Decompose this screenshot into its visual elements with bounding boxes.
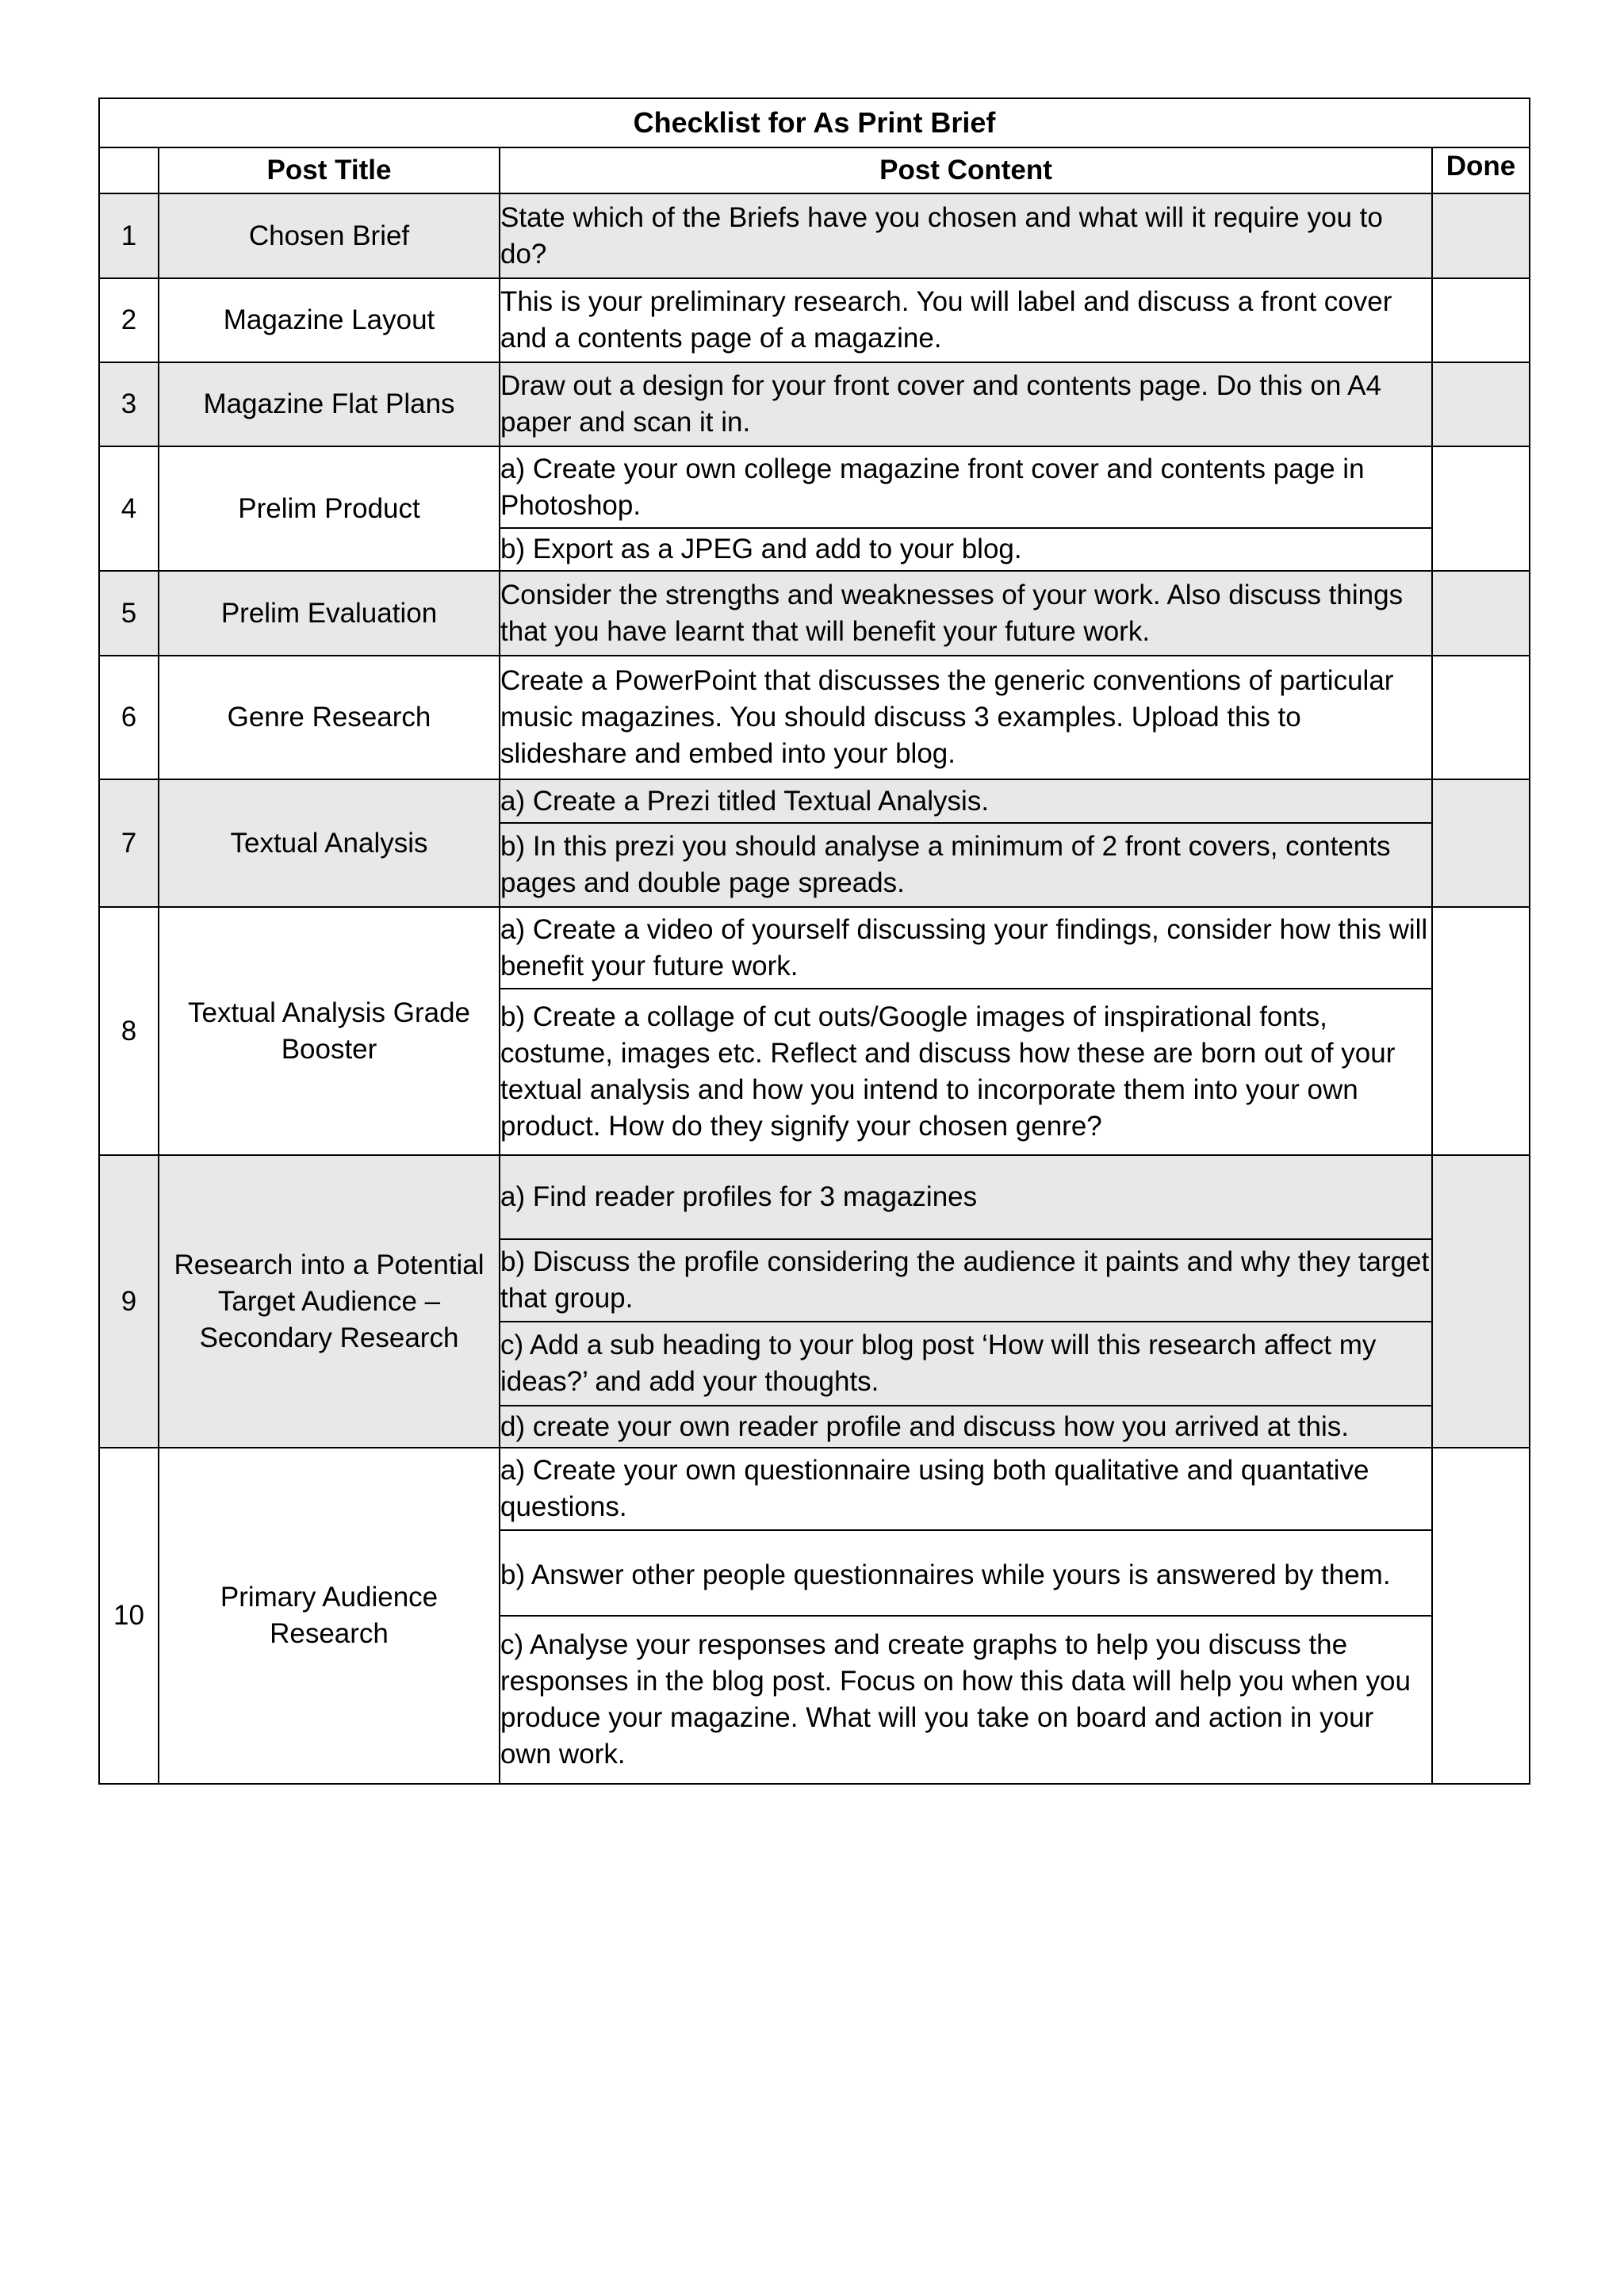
table-row [99,446,1530,528]
row-title: Primary Audience Research [159,1448,500,1784]
row-number: 7 [99,779,159,907]
table-row [99,278,1530,362]
row-content: b) Answer other people questionnaires while yours is answered by them. [500,1530,1432,1616]
done-cell[interactable] [1432,446,1530,571]
row-number: 9 [99,1155,159,1448]
row-content: Consider the strengths and weaknesses of your work. Also discuss things that you have learnt that will benefit your future work. [500,571,1432,656]
header-post-title: Post Title [159,147,500,193]
table-header-row [99,147,1530,193]
row-content: Draw out a design for your front cover and contents page. Do this on A4 paper and scan it in. [500,362,1432,446]
row-content: c) Analyse your responses and create graphs to help you discuss the responses in the blog post. Focus on how this data will help you when you produce your magazine. What will you take on board and action in your own work. [500,1616,1432,1784]
table-row [99,193,1530,278]
done-cell[interactable] [1432,278,1530,362]
row-title: Chosen Brief [159,193,500,278]
row-content: c) Add a sub heading to your blog post ‘How will this research affect my ideas?’ and add your thoughts. [500,1322,1432,1406]
table-row [99,656,1530,779]
row-content: b) In this prezi you should analyse a minimum of 2 front covers, contents pages and double page spreads. [500,823,1432,907]
row-content: a) Find reader profiles for 3 magazines [500,1155,1432,1239]
table-row [99,779,1530,823]
row-title: Research into a Potential Target Audience – Secondary Research [159,1155,500,1448]
header-done: Done [1432,147,1530,193]
done-cell[interactable] [1432,193,1530,278]
row-content: b) Export as a JPEG and add to your blog. [500,528,1432,571]
row-content: State which of the Briefs have you chosen and what will it require you to do? [500,193,1432,278]
row-content: b) Discuss the profile considering the audience it paints and why they target that group. [500,1239,1432,1322]
row-number: 6 [99,656,159,779]
row-number: 1 [99,193,159,278]
table-row [99,1155,1530,1239]
row-number: 10 [99,1448,159,1784]
header-post-content: Post Content [500,147,1432,193]
row-title: Prelim Evaluation [159,571,500,656]
table-row [99,571,1530,656]
row-number: 3 [99,362,159,446]
done-cell[interactable] [1432,362,1530,446]
row-title: Genre Research [159,656,500,779]
done-cell[interactable] [1432,656,1530,779]
row-content: This is your preliminary research. You will label and discuss a front cover and a contents page of a magazine. [500,278,1432,362]
table-title-row [99,98,1530,147]
row-content: a) Create a Prezi titled Textual Analysis. [500,779,1432,823]
done-cell[interactable] [1432,907,1530,1155]
row-title: Magazine Flat Plans [159,362,500,446]
table-row [99,362,1530,446]
done-cell[interactable] [1432,779,1530,907]
row-number: 5 [99,571,159,656]
row-title: Textual Analysis [159,779,500,907]
row-content: b) Create a collage of cut outs/Google images of inspirational fonts, costume, images etc. Reflect and discuss how these are born out of your textual analysis and how you intend to incorporate them into your own product. How do they signify your chosen genre? [500,989,1432,1155]
row-content: a) Create your own college magazine front cover and contents page in Photoshop. [500,446,1432,528]
row-content: d) create your own reader profile and discuss how you arrived at this. [500,1406,1432,1448]
table-row [99,907,1530,989]
row-number: 4 [99,446,159,571]
done-cell[interactable] [1432,1155,1530,1448]
table-title: Checklist for As Print Brief [99,98,1530,147]
done-cell[interactable] [1432,1448,1530,1784]
row-content: a) Create your own questionnaire using both qualitative and quantative questions. [500,1448,1432,1530]
row-title: Textual Analysis Grade Booster [159,907,500,1155]
checklist-table [98,98,1530,1785]
header-number [99,147,159,193]
row-content: a) Create a video of yourself discussing your findings, consider how this will benefit your future work. [500,907,1432,989]
row-content: Create a PowerPoint that discusses the generic conventions of particular music magazines. You should discuss 3 examples. Upload this to slideshare and embed into your blog. [500,656,1432,779]
row-title: Prelim Product [159,446,500,571]
row-number: 8 [99,907,159,1155]
row-title: Magazine Layout [159,278,500,362]
row-number: 2 [99,278,159,362]
table-row [99,1448,1530,1530]
done-cell[interactable] [1432,571,1530,656]
